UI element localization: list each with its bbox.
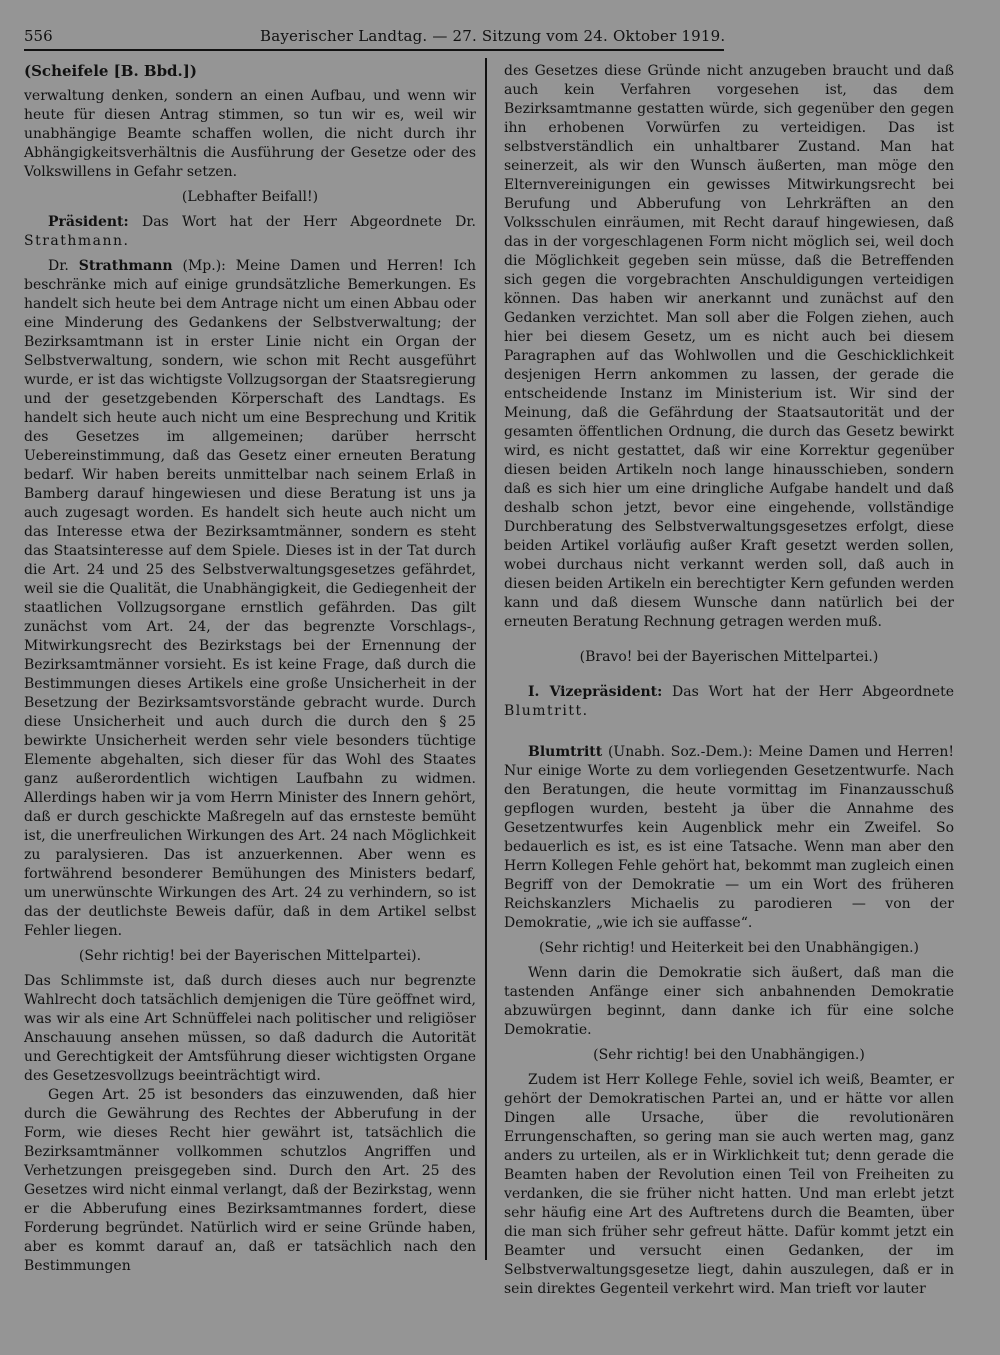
speaker-role: Präsident: [48,214,129,230]
reaction: (Sehr richtig! und Heiterkeit bei den Unabhängigen.) [538,940,920,956]
running-title: Bayerischer Landtag. — 27. Sitzung vom 24. Oktober 1919. [260,27,726,45]
statement-text: Das Wort hat der Herr Abgeordnete Dr. [128,214,476,230]
speaker-name: Blumtritt. [504,703,589,719]
column-divider [485,58,487,1260]
speaker-party: (Mp.): [172,258,236,274]
paragraph: Gegen Art. 25 ist besonders das einzuwenden, daß hier durch die Gewährung des Rechtes der Abberufung in der Form, wie dieses Recht hier gewährt ist, tatsächlich die Bezirksamtmänner vollkommen schutzlos Angriffen und Verhetzungen preisgegeben sind. Durch den Art. 25 des Gesetzes wird nicht einmal verlangt, daß der Bezirkstag, wenn er die Abberufung eines Bezirksamtmannes fordert, diese Forderung begründet. Natürlich wird er seine Gründe haben, aber es kommt darauf an, daß er tatsächlich nach den Bestimmungen [24,1087,476,1274]
speaker-party: (Unabh. Soz.-Dem.): [602,744,759,760]
reaction: (Lebhafter Beifall!) [181,189,319,205]
reaction: (Sehr richtig! bei den Unabhängigen.) [593,1047,865,1063]
page-number: 556 [24,27,53,45]
paragraph: verwaltung denken, sondern an einen Aufbau, und wenn wir heute für diesen Antrag stimmen, so tun wir es, weil wir unabhängige Beamte schaffen wollen, die nicht durch ihr Abhängigkeitsverhältnis die Ausführung der Gesetze oder des Volkswillens in Gefahr setzen. [24,88,476,180]
paragraph: Zudem ist Herr Kollege Fehle, soviel ich weiß, Beamter, er gehört der Demokratischen Partei an, und er hätte vor allen Dingen alle Ursache, über die revolutionären Errungenschaften, so gering man sie auch werten mag, ganz anders zu urteilen, als er in Wirklichkeit tut; denn gerade die Beamten haben der Revolution einen Teil von Freiheiten zu verdanken, die sie früher nicht hatten. Und man erlebt jetzt sehr häufig eine Art des Auftretens durch die Beamten, über die man sich früher sehr gefreut hätte. Dafür kommt jetzt ein Beamter und versucht einen Gedanken, der im Selbstverwaltungsgesetze liegt, dahin auszulegen, daß er in sein direktes Gegenteil verkehrt wird. Man trieft vor lauter [504,1072,954,1297]
paragraph: des Gesetzes diese Gründe nicht anzugeben braucht und daß auch kein Verfahren vorgesehen ist, das dem Bezirksamtmanne gestatten würde, sich gegenüber den gegen ihn erhobenen Vorwürfen zu verteidigen. Das ist selbstverständlich ein unhaltbarer Zustand. Man hat seinerzeit, als wir den Wunsch äußerten, man möge den Elternvereinigungen ein gewisses Mitwirkungsrecht bei Berufung und Abberufung von Lehrkräften an den Volksschulen einräumen, mit Recht darauf hingewiesen, daß das in der vorgeschlagenen Form nicht möglich sei, weil doch die Möglichkeit gegeben sein müsse, daß die Betreffenden sich gegen die vorgebrachten Anschuldigungen verteidigen können. Das haben wir anerkannt und zunächst auf den Gedanken verzichtet. Man soll aber die Folgen ziehen, auch hier bei diesem Gesetz, um es nicht auch bei diesem Paragraphen auf das Wohlwollen und die Geschicklichkeit desjenigen Herrn ankommen zu lassen, der gerade die entscheidende Instanz im Ministerium ist. Wir sind der Meinung, daß die Gefährdung der Staatsautorität und der gesamten öffentlichen Ordnung, die durch das Gesetz bewirkt wird, es nicht gestattet, daß wir eine Korrektur gegenüber diesen beiden Artikeln noch lange hinausschieben, sondern daß es sich hier um eine dringliche Aufgabe handelt und daß deshalb schon jetzt, bevor eine eingehende, vollständige Durchberatung des Selbstverwaltungsgesetzes erfolgt, diese beiden Artikel vorläufig außer Kraft gesetzt werden sollen, wobei durchaus nicht verkannt werden soll, daß auch in diesen beiden Artikeln ein berechtigter Kern gefunden werden kann und daß diesem Wunsche dann natürlich bei der erneuten Beratung Rechnung getragen werden muß. [504,63,954,630]
header-rule [24,49,724,51]
speech-strathmann [24,257,476,941]
reaction: (Bravo! bei der Bayerischen Mittelpartei.) [579,649,879,665]
statement-text: Das Wort hat der Herr Abgeordnete [662,684,954,700]
paragraph: Das Schlimmste ist, daß durch dieses auch nur begrenzte Wahlrecht doch tatsächlich demjenigen die Türe geöffnet wird, was wir als eine Art Schnüffelei nach politischer und religiöser Anschauung ansehen müssen, so daß dadurch die Autorität und Gerechtigkeit der Amtsführung dieser wichtigsten Organe des Gesetzesvollzugs beeinträchtigt wird. [24,973,476,1084]
speaker-label: (Scheifele [B. Bbd.]) [24,62,197,80]
paragraph: Wenn darin die Demokratie sich äußert, daß man die tastenden Anfänge einer sich anbahnenden Demokratie abzuwürgen beginnt, dann danke ich für eine solche Demokratie. [504,965,954,1038]
reaction: (Sehr richtig! bei der Bayerischen Mittelpartei). [78,948,422,964]
speaker-name: Blumtritt [528,744,603,760]
speaker-name: Strathmann. [24,233,130,249]
speech-text: Meine Damen und Herren! Ich beschränke mich auf einige grundsätzliche Bemerkungen. Es handelt sich heute bei dem Antrage nicht um einen Abbau oder eine Minderung des Gedankens der Selbstverwaltung; der Bezirksamtmann ist in erster Linie nicht ein Organ der Selbstverwaltung, sondern, wie schon mit Recht ausgeführt wurde, er ist das wichtigste Vollzugsorgan der Staatsregierung und der gesetzgebenden Körperschaft des Landtags. Es handelt sich heute auch nicht um eine Besprechung und Kritik des Gesetzes im allgemeinen; darüber herrscht Uebereinstimmung, daß das Gesetz einer erneuten Beratung bedarf. Wir haben bereits unmittelbar nach seinem Erlaß in Bamberg darauf hingewiesen und diese Beratung ist uns ja auch zugesagt worden. Es handelt sich heute auch nicht um das Interesse etwa der Bezirksamtmänner, sondern es steht das Staatsinteresse auf dem Spiele. Dieses ist in der Tat durch die Art. 24 und 25 des Selbstverwaltungsgesetzes gefährdet, weil sie die Qualität, die Unabhängigkeit, die Gediegenheit der staatlichen Vollzugsorgane ernstlich gefährden. Das gilt zunächst vom Art. 24, der das begrenzte Vorschlags-, Mitwirkungsrecht des Bezirkstags bei der Ernennung der Bezirksamtmänner vorsieht. Es ist keine Frage, daß durch die Bestimmungen dieses Artikels eine große Unsicherheit in der Besetzung der Bezirksamtsvorstände gebracht wurde. Durch diese Unsicherheit und auch durch die durch den § 25 bewirkte Unsicherheit werden sehr viele besonders tüchtige Elemente abgehalten, sich dieser für das Wohl des Staates ganz außerordentlich wichtigen Laufbahn zu widmen. Allerdings haben wir ja vom Herrn Minister des Innern gehört, daß er durch geschickte Maßregeln auf das ernsteste bemüht ist, die unerfreulichen Wirkungen des Art. 24 nach Möglichkeit zu paralysieren. Das ist anzuerkennen. Aber wenn es fortwährend besonderer Bemühungen des Ministers bedarf, um unerwünschte Wirkungen des Art. 24 zu verhindern, so ist das der deutlichste Beweis dafür, daß in dem Artikel selbst Fehler liegen. [24,258,476,939]
right-column [504,62,954,1299]
speaker-name: Strathmann [78,258,173,274]
speech-blumtritt [504,743,954,933]
speaker-title: Dr. [48,258,79,274]
vice-president-statement [504,683,954,721]
speaker-role: I. Vizepräsident: [528,684,663,700]
speech-text: Meine Damen und Herren! Nur einige Worte zu dem vorliegenden Gesetzentwurfe. Nach den Beratungen, die heute vormittag im Finanzausschuß gepflogen wurden, besteht ja über die Annahme des Gesetzentwurfes kein Augenblick mehr ein Zweifel. So bedauerlich es ist, es ist eine Tatsache. Wenn man aber den Herrn Kollegen Fehle gehört hat, bekommt man zugleich einen Begriff von der Demokratie — um ein Wort des früheren Reichskanzlers Michaelis zu parodieren — von der Demokratie, „wie ich sie auffasse“. [504,744,954,931]
president-statement [24,213,476,251]
left-column [24,62,476,1276]
